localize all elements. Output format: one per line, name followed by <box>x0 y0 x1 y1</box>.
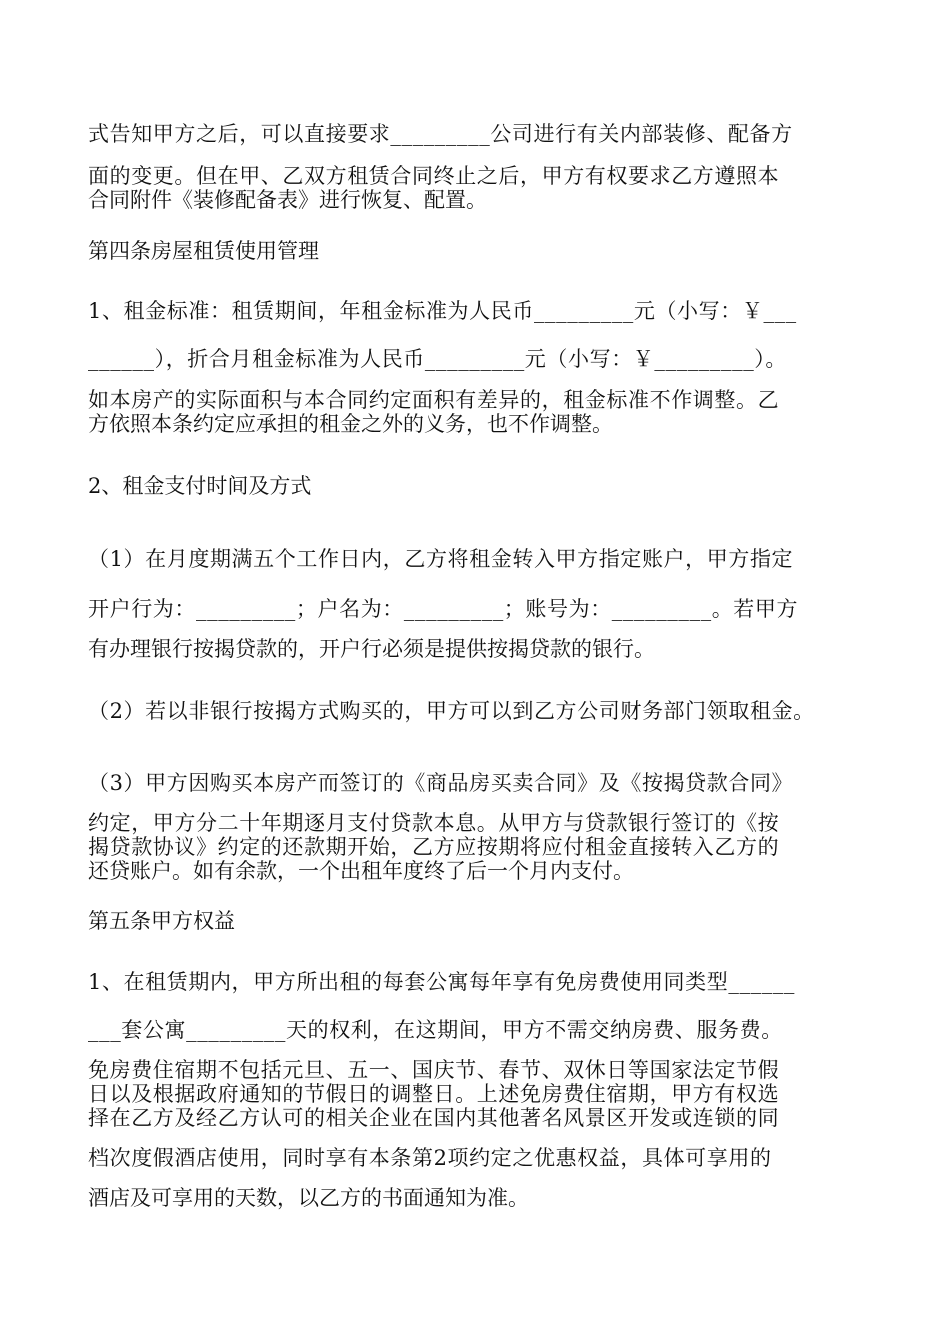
paragraph-line: 日以及根据政府通知的节假日的调整日。上述免房费住宿期，甲方有权选 <box>88 1082 780 1106</box>
paragraph-line: 档次度假酒店使用，同时享有本条第2项约定之优惠权益，具体可享用的 <box>88 1146 772 1170</box>
paragraph-line: （1）在月度期满五个工作日内，乙方将租金转入甲方指定账户，甲方指定 <box>88 547 794 571</box>
paragraph-line: 1、在租赁期内，甲方所出租的每套公寓每年享有免房费使用同类型______ <box>88 970 795 994</box>
paragraph-line: ______），折合月租金标准为人民币_________元（小写：￥_________）。 <box>88 347 787 371</box>
paragraph-line: 揭贷款协议》约定的还款期开始，乙方应按期将应付租金直接转入乙方的 <box>88 835 780 859</box>
paragraph-line: 有办理银行按揭贷款的，开户行必须是提供按揭贷款的银行。 <box>88 637 655 661</box>
paragraph-line: 方依照本条约定应承担的租金之外的义务，也不作调整。 <box>88 412 613 436</box>
paragraph-line: 开户行为：_________；户名为：_________；账号为：_________。若甲方 <box>88 597 799 621</box>
paragraph-line: 酒店及可享用的天数，以乙方的书面通知为准。 <box>88 1186 529 1210</box>
paragraph-line: 式告知甲方之后，可以直接要求_________公司进行有关内部装修、配备方 <box>88 122 793 146</box>
section-heading: 第四条房屋租赁使用管理 <box>88 239 319 263</box>
paragraph-line: （2）若以非银行按揭方式购买的，甲方可以到乙方公司财务部门领取租金。 <box>88 699 815 723</box>
paragraph-line: （3）甲方因购买本房产而签订的《商品房买卖合同》及《按揭贷款合同》 <box>88 771 794 795</box>
paragraph-line: 还贷账户。如有余款，一个出租年度终了后一个月内支付。 <box>88 859 634 883</box>
paragraph-line: ___套公寓_________天的权利，在这期间，甲方不需交纳房费、服务费。 <box>88 1018 783 1042</box>
paragraph-line: 面的变更。但在甲、乙双方租赁合同终止之后，甲方有权要求乙方遵照本 <box>88 164 780 188</box>
paragraph-line: 如本房产的实际面积与本合同约定面积有差异的，租金标准不作调整。乙 <box>88 388 780 412</box>
paragraph-line: 1、租金标准：租赁期间，年租金标准为人民币_________元（小写：￥___ <box>88 299 797 323</box>
sub-heading: 2、租金支付时间及方式 <box>88 474 312 498</box>
section-heading: 第五条甲方权益 <box>88 909 235 933</box>
paragraph-line: 合同附件《装修配备表》进行恢复、配置。 <box>88 188 487 212</box>
paragraph-line: 约定，甲方分二十年期逐月支付贷款本息。从甲方与贷款银行签订的《按 <box>88 811 780 835</box>
paragraph-line: 免房费住宿期不包括元旦、五一、国庆节、春节、双休日等国家法定节假 <box>88 1058 780 1082</box>
paragraph-line: 择在乙方及经乙方认可的相关企业在国内其他著名风景区开发或连锁的同 <box>88 1106 780 1130</box>
